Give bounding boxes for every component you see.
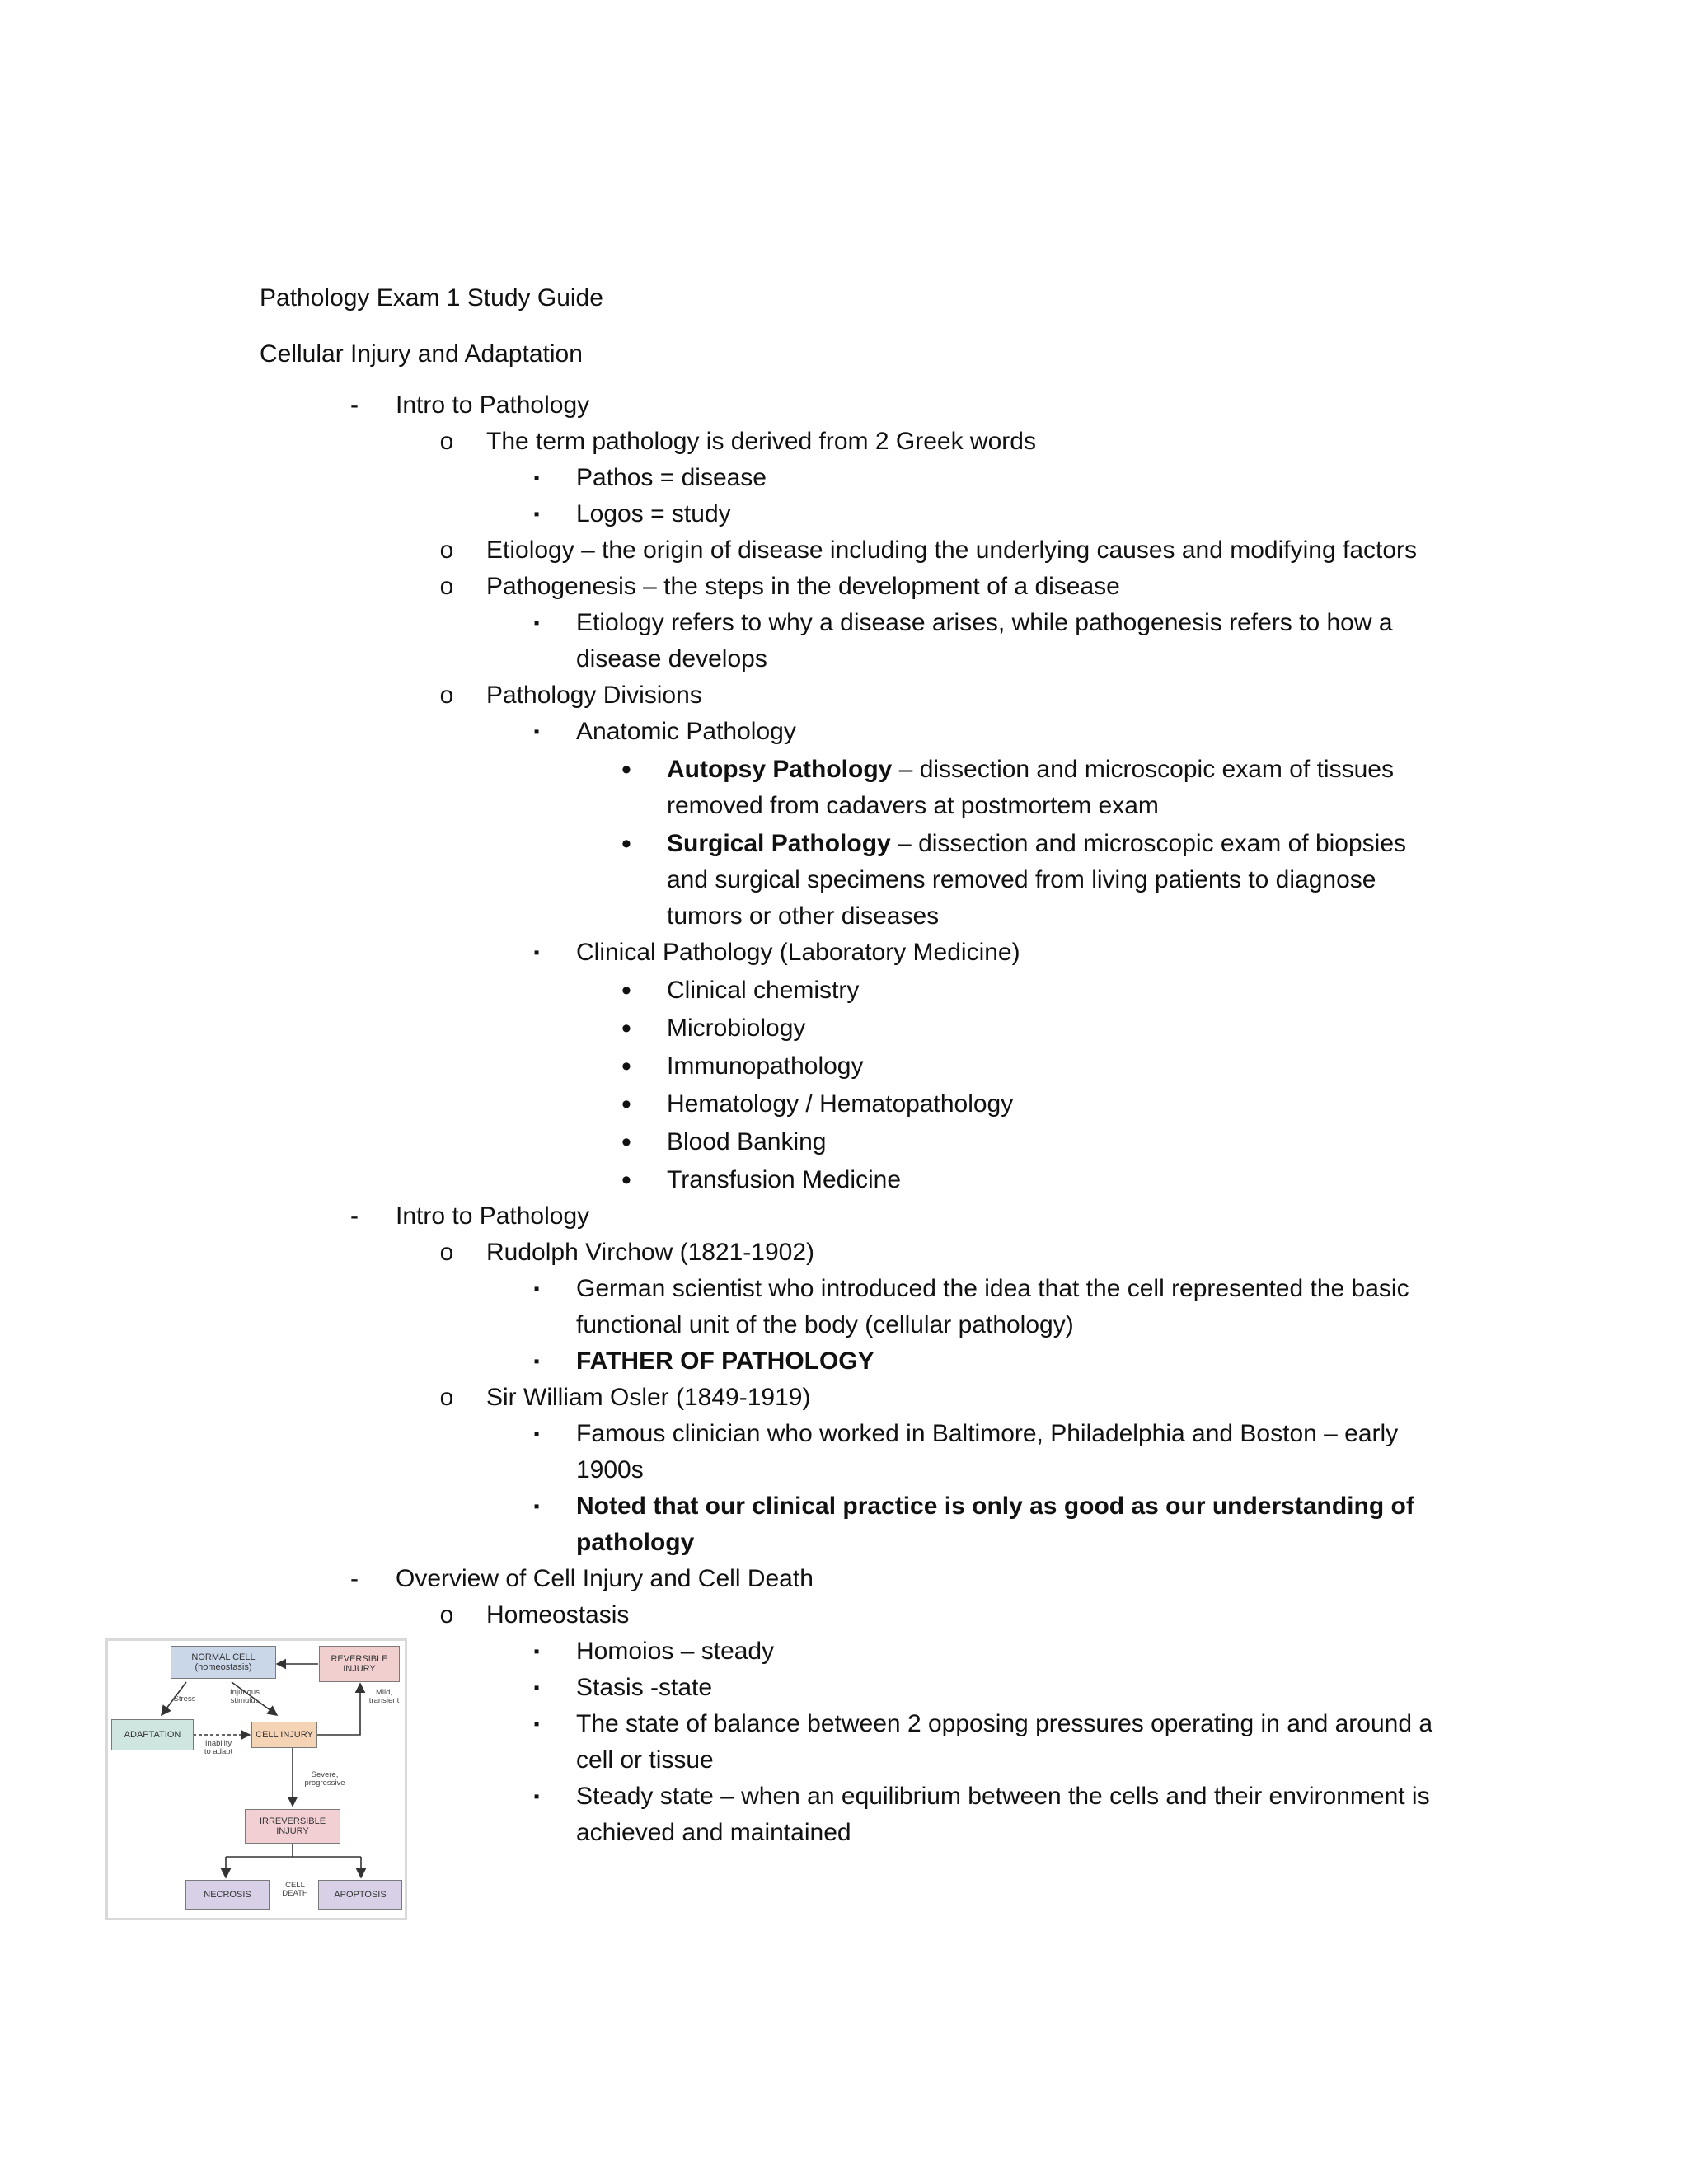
item-text: The state of balance between 2 opposing pressures operating in and around a cell or tissue	[576, 1710, 1433, 1774]
item-text: Intro to Pathology	[396, 1202, 590, 1230]
outline-item-text	[0, 826, 1441, 935]
outline-item-level-2	[0, 1597, 1688, 1633]
bold-term: Noted that our clinical practice is only as good as our understanding of pathology	[576, 1493, 1414, 1556]
item-text: Pathology Divisions	[486, 682, 702, 709]
inability-to-adapt-label: Inability to adapt	[204, 1739, 233, 1756]
list-marker: •	[621, 975, 631, 1006]
outline-item-text	[0, 1124, 1441, 1160]
irreversible-label: IRREVERSIBLE	[259, 1816, 326, 1826]
normal-cell-box	[171, 1646, 276, 1679]
list-marker: ▪	[533, 1788, 540, 1806]
item-text: – dissection and microscopic exam of tissues removed from cadavers at postmortem exam	[667, 756, 1394, 819]
outline-item-level-3	[0, 605, 1688, 677]
outline-item-text	[0, 1048, 1441, 1085]
item-text: Clinical chemistry	[667, 977, 860, 1004]
outline-item-level-2	[0, 569, 1688, 605]
item-text: Homeostasis	[486, 1601, 630, 1629]
list-marker: -	[350, 1202, 359, 1230]
item-text: Microbiology	[667, 1015, 806, 1042]
outline-item-text	[0, 605, 1441, 677]
list-marker: -	[350, 391, 359, 419]
outline-item-text	[0, 714, 1441, 750]
list-marker: ▪	[533, 1715, 540, 1733]
outline-item-level-3	[0, 1271, 1688, 1343]
outline-item-text	[0, 752, 1441, 824]
list-marker: o	[439, 1239, 454, 1266]
outline-item-level-4	[0, 752, 1688, 824]
normal-cell-label: NORMAL CELL	[191, 1652, 256, 1662]
cell-injury-diagram	[106, 1638, 407, 1920]
item-text: Pathos = disease	[576, 464, 767, 491]
outline-item-level-3	[0, 460, 1688, 496]
item-text: Etiology – the origin of disease including the underlying causes and modifying factors	[486, 537, 1418, 564]
study-guide-outline	[0, 387, 1688, 1851]
outline-item-level-2	[0, 1235, 1688, 1271]
outline-item-text	[0, 972, 1441, 1009]
outline-item-text	[0, 424, 1441, 460]
irreversible-injury-box	[245, 1809, 340, 1844]
outline-item-level-1	[0, 387, 1688, 424]
necrosis-label: NECROSIS	[204, 1890, 251, 1900]
item-text: Sir William Osler (1849-1919)	[486, 1384, 811, 1411]
list-marker: ▪	[533, 1497, 540, 1516]
injurious-stimulus-label: Injurious stimulus	[230, 1688, 260, 1705]
irreversible-injury-label: INJURY	[276, 1826, 309, 1836]
document-title: Pathology Exam 1 Study Guide	[260, 284, 603, 312]
apoptosis-box	[318, 1880, 402, 1910]
stress-label: Stress	[173, 1694, 196, 1704]
item-text: Pathogenesis – the steps in the development of a disease	[486, 573, 1120, 600]
list-marker: •	[621, 1013, 631, 1044]
adaptation-label: ADAPTATION	[124, 1730, 181, 1740]
outline-item-level-2	[0, 424, 1688, 460]
outline-item-level-4	[0, 1124, 1688, 1160]
list-marker: •	[621, 1051, 631, 1082]
outline-item-text	[0, 1416, 1441, 1488]
outline-item-level-3	[0, 1343, 1688, 1380]
item-text: Rudolph Virchow (1821-1902)	[486, 1239, 815, 1266]
list-marker: •	[621, 754, 631, 785]
reversible-injury-label: INJURY	[343, 1664, 376, 1674]
outline-item-text	[0, 1597, 1441, 1633]
outline-item-level-4	[0, 1010, 1688, 1047]
outline-item-text	[0, 1380, 1441, 1416]
cell-death-label: CELL DEATH	[282, 1881, 308, 1898]
outline-item-text	[0, 1561, 1441, 1597]
section-heading: Cellular Injury and Adaptation	[260, 340, 583, 368]
list-marker: o	[439, 428, 454, 455]
list-marker: o	[439, 1384, 454, 1411]
item-text: The term pathology is derived from 2 Greek words	[486, 428, 1036, 455]
outline-item-text	[0, 1162, 1441, 1198]
item-text: Transfusion Medicine	[667, 1166, 902, 1193]
list-marker: ▪	[533, 1425, 540, 1443]
item-text: Logos = study	[576, 500, 731, 527]
reversible-injury-box	[319, 1646, 400, 1682]
outline-item-level-2	[0, 1380, 1688, 1416]
outline-item-text	[0, 1235, 1441, 1271]
item-text: Homoios – steady	[576, 1638, 775, 1665]
list-marker: •	[621, 1165, 631, 1196]
outline-item-level-4	[0, 972, 1688, 1009]
item-text: Immunopathology	[667, 1052, 864, 1080]
list-marker: ▪	[533, 469, 540, 487]
bold-term: Surgical Pathology	[667, 830, 891, 857]
list-marker: o	[439, 682, 454, 709]
list-marker: o	[439, 537, 454, 564]
outline-item-text	[0, 569, 1441, 605]
outline-item-text	[0, 935, 1441, 971]
outline-item-text	[0, 496, 1441, 532]
outline-item-level-4	[0, 1048, 1688, 1085]
outline-item-level-3	[0, 714, 1688, 750]
list-marker: o	[439, 573, 454, 600]
list-marker: ▪	[533, 614, 540, 632]
item-text: Hematology / Hematopathology	[667, 1090, 1014, 1118]
outline-item-level-3	[0, 1416, 1688, 1488]
outline-item-text	[0, 387, 1441, 424]
outline-item-level-4	[0, 826, 1688, 935]
list-marker: •	[621, 1127, 631, 1158]
list-marker: •	[621, 828, 631, 860]
outline-item-text	[0, 1488, 1441, 1561]
outline-item-level-3	[0, 1488, 1688, 1561]
list-marker: o	[439, 1601, 454, 1629]
outline-item-level-3	[0, 496, 1688, 532]
cell-injury-label: CELL INJURY	[256, 1730, 313, 1740]
list-marker: ▪	[533, 944, 540, 962]
outline-item-text	[0, 1343, 1441, 1380]
item-text: German scientist who introduced the idea that the cell represented the basic functional unit of the body (cellular pathology)	[576, 1275, 1409, 1338]
item-text: Overview of Cell Injury and Cell Death	[396, 1565, 814, 1592]
item-text: Etiology refers to why a disease arises, while pathogenesis refers to how a disease develops	[576, 609, 1393, 673]
item-text: Blood Banking	[667, 1128, 827, 1155]
list-marker: •	[621, 1089, 631, 1120]
adaptation-box	[111, 1719, 194, 1750]
bold-term: FATHER OF PATHOLOGY	[576, 1347, 874, 1375]
outline-item-level-3	[0, 935, 1688, 971]
list-marker: ▪	[533, 1679, 540, 1697]
bold-term: Autopsy Pathology	[667, 756, 893, 783]
item-text: Clinical Pathology (Laboratory Medicine)	[576, 939, 1020, 966]
item-text: Stasis -state	[576, 1674, 713, 1701]
item-text: Famous clinician who worked in Baltimore, Philadelphia and Boston – early 1900s	[576, 1420, 1399, 1483]
apoptosis-label: APOPTOSIS	[334, 1890, 387, 1900]
cell-injury-box	[251, 1722, 317, 1748]
list-marker: ▪	[533, 723, 540, 741]
necrosis-box	[185, 1880, 270, 1910]
outline-item-level-4	[0, 1162, 1688, 1198]
list-marker: -	[350, 1565, 359, 1592]
outline-item-text	[0, 1271, 1441, 1343]
severe-progressive-label: Severe, progressive	[304, 1770, 345, 1788]
outline-item-text	[0, 460, 1441, 496]
mild-transient-label: Mild, transient	[368, 1688, 400, 1705]
item-text: Anatomic Pathology	[576, 718, 796, 745]
outline-item-text	[0, 1010, 1441, 1047]
outline-item-text	[0, 532, 1441, 569]
list-marker: ▪	[533, 505, 540, 523]
list-marker: ▪	[533, 1352, 540, 1371]
outline-item-level-1	[0, 1561, 1688, 1597]
outline-item-text	[0, 677, 1441, 714]
outline-item-text	[0, 1086, 1441, 1122]
list-marker: ▪	[533, 1280, 540, 1298]
outline-item-text	[0, 1198, 1441, 1235]
list-marker: ▪	[533, 1643, 540, 1661]
outline-item-level-1	[0, 1198, 1688, 1235]
item-text: Steady state – when an equilibrium between the cells and their environment is achieved and maintained	[576, 1783, 1430, 1846]
outline-item-level-4	[0, 1086, 1688, 1122]
item-text: – dissection and microscopic exam of biopsies and surgical specimens removed from living patients to diagnose tumors or other diseases	[667, 830, 1407, 930]
item-text: Intro to Pathology	[396, 391, 590, 419]
homeostasis-label: (homeostasis)	[195, 1662, 252, 1672]
outline-item-level-2	[0, 532, 1688, 569]
reversible-label: REVERSIBLE	[331, 1654, 388, 1664]
outline-item-level-2	[0, 677, 1688, 714]
